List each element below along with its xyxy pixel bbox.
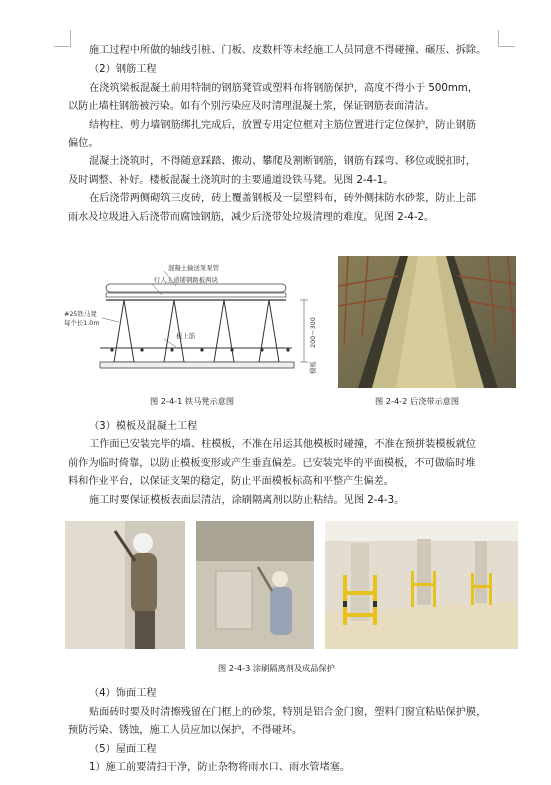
paragraph: 前作为临时倚靠，以防止模板变形或产生垂直偏差。已安装完毕的平面模板，不可做临时堆 bbox=[68, 458, 476, 469]
paragraph: 贴面砖时要及时清擦残留在门框上的砂浆，特别是铝合金门窗，塑料门窗宜粘贴保护膜， bbox=[89, 707, 487, 718]
rebar-dots bbox=[110, 348, 289, 351]
paragraph: 施工过程中所做的轴线引桩、门板、皮数杆等未经施工人员同意不得碰撞、碾压、拆除。 bbox=[89, 45, 487, 56]
paragraph: 混凝土浇筑时，不得随意踩踏、搬动、攀爬及割断钢筋，钢筋有踩弯、移位或脱扣时， bbox=[89, 156, 477, 167]
finished-product-protection-photo-svg bbox=[325, 521, 518, 649]
paragraph: 在浇筑梁板混凝土前用特制的钢筋凳管或塑料布将钢筋保护，高度不得小于 500mm， bbox=[89, 83, 478, 94]
label-slab: 模板 bbox=[309, 361, 317, 374]
paragraph: 1）施工前要清扫干净，防止杂物将雨水口、雨水管堵塞。 bbox=[89, 762, 351, 773]
page-corner-mark-left bbox=[54, 30, 71, 47]
walkway-board-shape bbox=[106, 293, 286, 297]
post-pour-strip-photo-svg bbox=[338, 256, 516, 388]
pump-pipe-shape bbox=[106, 284, 286, 292]
figure-caption-2-4-1: 图 2-4-1 铁马凳示意图 bbox=[150, 396, 235, 406]
finished-product-protection-photo bbox=[325, 521, 518, 649]
formwork-slab-shape bbox=[100, 362, 294, 368]
release-agent-photo-1 bbox=[65, 521, 185, 649]
section-heading: （4）饰面工程 bbox=[89, 688, 157, 699]
label-rebar: 板上筋 bbox=[176, 332, 196, 340]
paragraph: 施工时要保证模板表面层清洁，涂刷隔离剂以防止粘结。见图 2-4-3。 bbox=[89, 495, 405, 506]
section-heading: （3）模板及混凝土工程 bbox=[89, 421, 198, 432]
paragraph: 偏位。 bbox=[68, 138, 99, 149]
paragraph: 以防止墙柱钢筋被污染。如有个别污染应及时清理混凝土浆，保证钢筋表面清洁。 bbox=[68, 101, 435, 112]
release-agent-photo-2-svg bbox=[196, 521, 314, 649]
paragraph: 料和作业平台，以保证支架的稳定，防止平面模板标高和平整产生偏差。 bbox=[68, 476, 394, 487]
label-spacing: 每个长1.0m bbox=[64, 319, 100, 327]
paragraph: 及时调整、补好。楼板混凝土浇筑时的主要通道设铁马凳。见图 2-4-1。 bbox=[68, 175, 394, 186]
label-pump-pipe: 混凝土输送泵泵管 bbox=[168, 264, 220, 272]
section-heading: （2）钢筋工程 bbox=[89, 64, 157, 75]
figure-caption-2-4-3: 图 2-4-3 涂刷隔离剂及成品保护 bbox=[218, 663, 335, 673]
section-heading: （5）屋面工程 bbox=[89, 744, 157, 755]
post-pour-strip-photo bbox=[338, 256, 516, 388]
figure-steel-stool-diagram bbox=[64, 262, 326, 390]
label-walkway: 行人主道铺钢跳板两块 bbox=[154, 276, 218, 284]
release-agent-photo-1-svg bbox=[65, 521, 185, 649]
label-height: 200～300 bbox=[309, 317, 317, 348]
label-stool: #25铁马凳 bbox=[64, 310, 97, 318]
paragraph: 预防污染、锈蚀，施工人员应加以保护，不得碰坏。 bbox=[68, 725, 303, 736]
paragraph: 工作面已安装完毕的墙、柱模板，不准在吊运其他模板时碰撞，不准在预拼装模板就位 bbox=[89, 439, 477, 450]
paragraph: 雨水及垃圾进入后浇带而腐蚀钢筋，减少后浇带处垃圾清理的难度。见图 2-4-2。 bbox=[68, 212, 435, 223]
figure-caption-2-4-2: 图 2-4-2 后浇带示意图 bbox=[375, 396, 460, 406]
paragraph: 结构柱、剪力墙钢筋绑扎完成后，放置专用定位框对主筋位置进行定位保护，防止钢筋 bbox=[89, 120, 477, 131]
paragraph: 在后浇带两侧砌筑三皮砖，砖上覆盖钢板及一层塑料布，砖外侧抹防水砂浆，防止上部 bbox=[89, 193, 477, 204]
stool-legs-shape bbox=[114, 300, 279, 362]
steel-stool-diagram-svg bbox=[64, 262, 326, 390]
release-agent-photo-2 bbox=[196, 521, 314, 649]
